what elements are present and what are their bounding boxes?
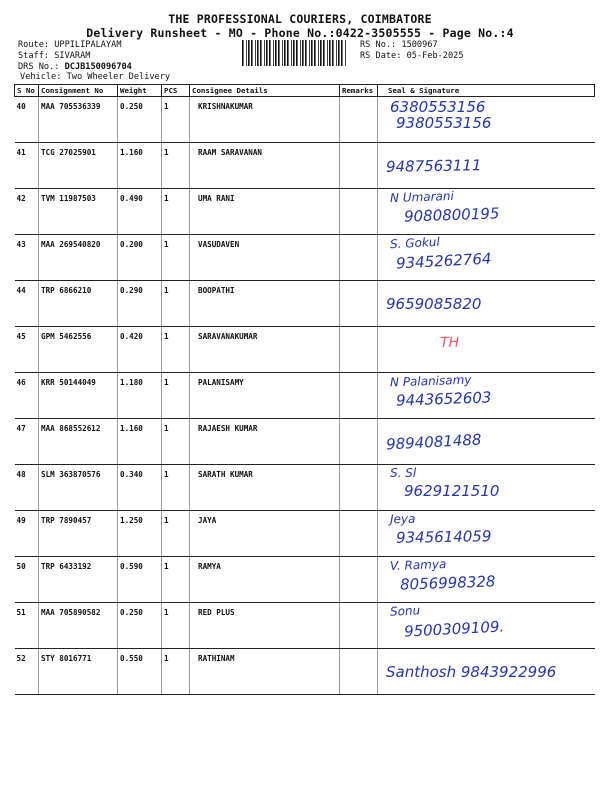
table-row xyxy=(15,281,595,327)
pcs: 1 xyxy=(162,465,190,511)
pcs: 1 xyxy=(162,557,190,603)
pcs: 1 xyxy=(162,97,190,143)
handwritten-signature: N Umarani xyxy=(389,188,455,206)
col-consignee: Consignee Details xyxy=(190,85,340,97)
row-sno: 47 xyxy=(15,419,39,465)
pcs: 1 xyxy=(162,143,190,189)
consignee-name: RAAM SARAVANAN xyxy=(190,143,340,189)
handwritten-signature: Santhosh 9843922996 xyxy=(386,663,557,681)
staff-line xyxy=(18,51,90,61)
remarks-cell xyxy=(340,327,378,373)
consignment-no: GPM 5462556 xyxy=(39,327,118,373)
signature-cell xyxy=(378,281,595,327)
weight: 1.160 xyxy=(118,143,162,189)
table-row xyxy=(15,557,595,603)
remarks-cell xyxy=(340,603,378,649)
barcode-bar xyxy=(264,40,265,66)
barcode-bar xyxy=(287,40,289,66)
consignment-no: TRP 6433192 xyxy=(39,557,118,603)
consignee-name: SARATH KUMAR xyxy=(190,465,340,511)
col-signature: Seal & Signature xyxy=(378,85,595,97)
consignment-no: TCG 27025901 xyxy=(39,143,118,189)
drs-value: DCJB150096704 xyxy=(64,62,132,72)
barcode-bar xyxy=(291,40,292,66)
barcode-bar xyxy=(336,40,337,66)
handwritten-signature: 9345262764 xyxy=(395,249,492,273)
barcode-bar xyxy=(305,40,307,66)
handwritten-signature: S. Sl xyxy=(390,466,417,480)
weight: 1.180 xyxy=(118,373,162,419)
barcode-bar xyxy=(300,40,301,66)
staff-value: SIVARAM xyxy=(54,51,91,61)
col-pcs: PCS xyxy=(162,85,190,97)
barcode-bar xyxy=(318,40,319,66)
rs-date-label: RS Date: xyxy=(360,51,402,61)
remarks-cell xyxy=(340,419,378,465)
handwritten-signature: Jeya xyxy=(389,511,416,527)
remarks-cell xyxy=(340,281,378,327)
handwritten-signature: 8056998328 xyxy=(399,572,496,594)
barcode-bar xyxy=(323,40,325,66)
pcs: 1 xyxy=(162,281,190,327)
consignment-no: TRP 6866210 xyxy=(39,281,118,327)
handwritten-signature: 9659085820 xyxy=(386,295,482,313)
row-sno: 43 xyxy=(15,235,39,281)
weight: 1.250 xyxy=(118,511,162,557)
remarks-cell xyxy=(340,373,378,419)
row-sno: 40 xyxy=(15,97,39,143)
signature-cell xyxy=(378,511,595,557)
consignee-name: RATHINAM xyxy=(190,649,340,695)
consignee-name: RAJAESH KUMAR xyxy=(190,419,340,465)
consignment-no: SLM 363870576 xyxy=(39,465,118,511)
barcode-bar xyxy=(284,40,286,66)
table-row xyxy=(15,603,595,649)
weight: 0.420 xyxy=(118,327,162,373)
pcs: 1 xyxy=(162,419,190,465)
row-sno: 45 xyxy=(15,327,39,373)
consignee-name: SARAVANAKUMAR xyxy=(190,327,340,373)
handwritten-signature: 9487563111 xyxy=(385,156,482,176)
handwritten-signature: 9629121510 xyxy=(404,482,500,500)
table-row xyxy=(15,511,595,557)
barcode-bar xyxy=(266,40,268,66)
col-consignment: Consignment No xyxy=(39,85,118,97)
table-row xyxy=(15,649,595,695)
pcs: 1 xyxy=(162,373,190,419)
handwritten-signature: N Palanisamy xyxy=(389,372,472,390)
table-row xyxy=(15,235,595,281)
consignment-no: MAA 868552612 xyxy=(39,419,118,465)
consignee-name: RAMYA xyxy=(190,557,340,603)
barcode-bar xyxy=(273,40,274,66)
barcode-bar xyxy=(275,40,277,66)
signature-cell xyxy=(378,189,595,235)
barcode-bar xyxy=(332,40,334,66)
barcode-bar xyxy=(320,40,322,66)
consignee-name: KRISHNAKUMAR xyxy=(190,97,340,143)
barcode-bar xyxy=(260,40,262,66)
barcode-bar xyxy=(329,40,331,66)
staff-label: Staff: xyxy=(18,51,50,61)
route-value: UPPILIPALAYAM xyxy=(54,40,122,50)
barcode-bar xyxy=(242,40,244,66)
consignee-name: JAYA xyxy=(190,511,340,557)
barcode-bar xyxy=(302,40,304,66)
handwritten-signature: S. Gokul xyxy=(389,234,441,252)
barcode-bar xyxy=(246,40,247,66)
rs-date-line xyxy=(360,51,464,61)
barcode-bar xyxy=(327,40,328,66)
handwritten-signature: 9443652603 xyxy=(395,388,492,410)
handwritten-signature: Sonu xyxy=(389,603,421,619)
row-sno: 46 xyxy=(15,373,39,419)
remarks-cell xyxy=(340,557,378,603)
barcode-bar xyxy=(311,40,313,66)
barcode-bar xyxy=(314,40,316,66)
signature-cell xyxy=(378,373,595,419)
consignment-no: TVM 11987503 xyxy=(39,189,118,235)
handwritten-signature: 9894081488 xyxy=(385,430,482,454)
row-sno: 48 xyxy=(15,465,39,511)
row-sno: 49 xyxy=(15,511,39,557)
barcode-bar xyxy=(345,40,346,66)
col-sno: S No xyxy=(15,85,39,97)
signature-cell xyxy=(378,649,595,695)
drs-label: DRS No.: xyxy=(18,62,60,72)
vehicle-line xyxy=(20,72,170,82)
table-row xyxy=(15,465,595,511)
consignee-name: UMA RANI xyxy=(190,189,340,235)
weight: 0.490 xyxy=(118,189,162,235)
handwritten-signature: 9500309109. xyxy=(403,617,505,641)
pcs: 1 xyxy=(162,649,190,695)
signature-cell xyxy=(378,235,595,281)
table-row xyxy=(15,143,595,189)
handwritten-signature: 9080800195 xyxy=(403,204,500,226)
table-header-row xyxy=(15,85,595,97)
rs-no-value: 1500967 xyxy=(401,40,438,50)
pcs: 1 xyxy=(162,235,190,281)
remarks-cell xyxy=(340,235,378,281)
barcode-bar xyxy=(341,40,343,66)
rs-no-line xyxy=(360,40,438,50)
pcs: 1 xyxy=(162,603,190,649)
barcode-bar xyxy=(338,40,340,66)
signature-cell xyxy=(378,143,595,189)
signature-cell xyxy=(378,603,595,649)
weight: 0.250 xyxy=(118,603,162,649)
col-remarks: Remarks xyxy=(340,85,378,97)
consignment-no: STY 8016771 xyxy=(39,649,118,695)
handwritten-signature: V. Ramya xyxy=(389,557,447,573)
table-row xyxy=(15,97,595,143)
route-label: Route: xyxy=(18,40,50,50)
drs-line xyxy=(18,62,132,72)
consignee-name: VASUDAVEN xyxy=(190,235,340,281)
table-row xyxy=(15,189,595,235)
col-weight: Weight xyxy=(118,85,162,97)
remarks-cell xyxy=(340,97,378,143)
table-row xyxy=(15,419,595,465)
row-sno: 42 xyxy=(15,189,39,235)
vehicle-value: Two Wheeler Delivery xyxy=(66,72,171,82)
consignment-no: TRP 7890457 xyxy=(39,511,118,557)
weight: 0.250 xyxy=(118,97,162,143)
runsheet-subtitle: Delivery Runsheet - MO - Phone No.:0422-3505555 - Page No.:4 xyxy=(86,26,514,40)
barcode-image xyxy=(240,40,350,66)
consignee-name: BOOPATHI xyxy=(190,281,340,327)
handwritten-signature: 9345614059 xyxy=(395,527,492,547)
weight: 0.290 xyxy=(118,281,162,327)
weight: 0.340 xyxy=(118,465,162,511)
remarks-cell xyxy=(340,189,378,235)
table-row xyxy=(15,327,595,373)
consignment-no: MAA 705536339 xyxy=(39,97,118,143)
barcode-bar xyxy=(255,40,256,66)
table-row xyxy=(15,373,595,419)
remarks-cell xyxy=(340,511,378,557)
barcode-bar xyxy=(251,40,253,66)
weight: 0.200 xyxy=(118,235,162,281)
weight: 0.590 xyxy=(118,557,162,603)
remarks-cell xyxy=(340,143,378,189)
barcode-bar xyxy=(293,40,295,66)
signature-cell xyxy=(378,327,595,373)
remarks-cell xyxy=(340,465,378,511)
runsheet-table xyxy=(14,84,595,695)
pcs: 1 xyxy=(162,511,190,557)
consignment-no: MAA 269540820 xyxy=(39,235,118,281)
barcode-bar xyxy=(269,40,271,66)
row-sno: 41 xyxy=(15,143,39,189)
rs-no-label: RS No.: xyxy=(360,40,397,50)
barcode-bar xyxy=(278,40,280,66)
handwritten-signature: 6380553156 xyxy=(390,98,486,116)
row-sno: 51 xyxy=(15,603,39,649)
weight: 1.160 xyxy=(118,419,162,465)
handwritten-signature: TH xyxy=(439,334,460,352)
signature-cell xyxy=(378,419,595,465)
vehicle-label: Vehicle: xyxy=(20,72,62,82)
route-line xyxy=(18,40,122,50)
handwritten-signature: 9380553156 xyxy=(396,114,492,132)
consignment-no: MAA 705890582 xyxy=(39,603,118,649)
consignment-no: KRR 50144049 xyxy=(39,373,118,419)
row-sno: 44 xyxy=(15,281,39,327)
barcode-bar xyxy=(296,40,298,66)
row-sno: 50 xyxy=(15,557,39,603)
signature-cell xyxy=(378,465,595,511)
company-title: THE PROFESSIONAL COURIERS, COIMBATORE xyxy=(168,12,432,26)
barcode-bar xyxy=(309,40,310,66)
pcs: 1 xyxy=(162,189,190,235)
rs-date-value: 05-Feb-2025 xyxy=(406,51,464,61)
consignee-name: PALANISAMY xyxy=(190,373,340,419)
signature-cell xyxy=(378,97,595,143)
barcode-bar xyxy=(257,40,259,66)
row-sno: 52 xyxy=(15,649,39,695)
signature-cell xyxy=(378,557,595,603)
pcs: 1 xyxy=(162,327,190,373)
barcode-bar xyxy=(282,40,283,66)
remarks-cell xyxy=(340,649,378,695)
weight: 0.550 xyxy=(118,649,162,695)
barcode-bar xyxy=(248,40,250,66)
consignee-name: RED PLUS xyxy=(190,603,340,649)
